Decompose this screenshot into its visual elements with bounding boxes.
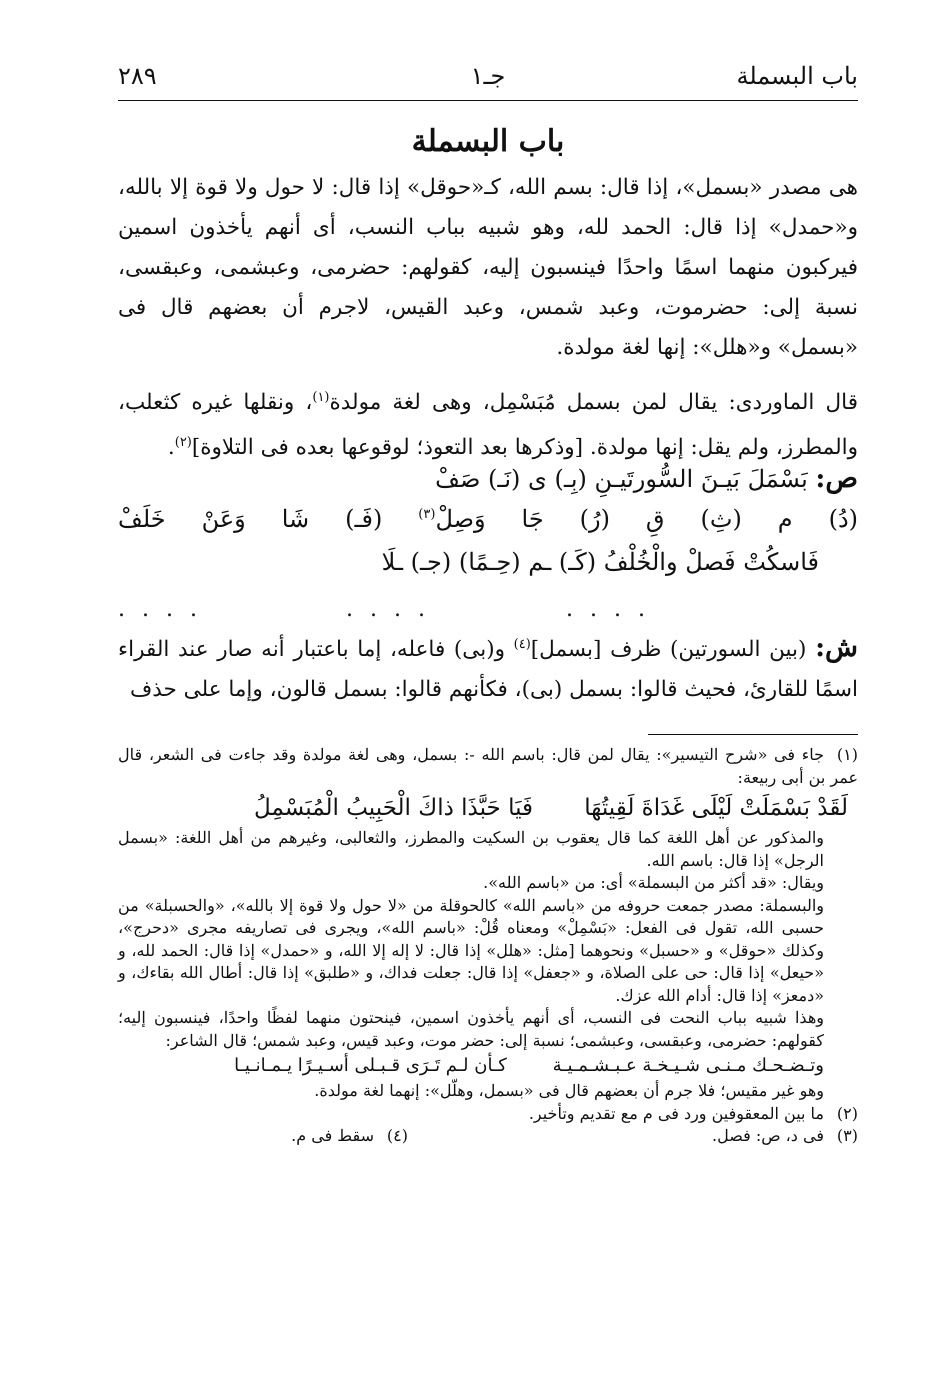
ellipsis-2: . . . .: [346, 597, 430, 622]
mawardi-text-1: قال الماوردى: يقال لمن بسمل مُبَسْمِل، وهى لغة مولدة: [329, 390, 859, 416]
ellipsis-row: [118, 597, 858, 627]
sharh-text-b: و(بى) فاعله، إما باعتبار أنه صار عند القراء اسمًا للقارئ، فحيث قالوا: بسمل (بى)، فكأنهم قالوا: بسمل قالون، وإما على حذف: [118, 637, 858, 703]
footnote-1-p6: وهو غير مقيس؛ فلا جرم أن بعضهم قال فى «بسمل، وهلّل»: إنهما لغة مولدة.: [314, 1081, 824, 1100]
sharh-text-a: (بين السورتين) ظرف [بسمل]: [530, 637, 807, 663]
footnote-3-text: فى د، ص: فصل.: [712, 1126, 824, 1145]
header-volume: جـ۱: [470, 62, 506, 90]
footnote-2-text: ما بين المعقوفين ورد فى م مع تقديم وتأخير.: [528, 1103, 824, 1123]
mawardi-text-3: .: [167, 435, 175, 461]
sharh-paragraph: [118, 625, 858, 710]
paragraph-intro: هى مصدر «بسمل»، إذا قال: بسم الله، كـ«حوقل» إذا قال: لا حول ولا قوة إلا بالله، و«حمدل» إذا قال: الحمد لله، وهو شبيه بباب النسب، أى أنهم يأخذون اسمين فيركبون منهما اسمًا واحدًا فينسبون إليه، كقولهم: حضرمى، وعبشمى، وعبقسى، نسبة إلى: حضرموت، وعبد شمس، وعبد القيس، لاجرم أن بعضهم قال فى «بسمل» و«هلل»: إنها لغة مولدة.: [118, 175, 858, 360]
footnote-2-number: (٢): [836, 1103, 858, 1123]
header-divider: [118, 100, 858, 101]
footnote-1-p3: ويقال: «قد أكثر من البسملة» أى: من «باسم الله».: [483, 873, 824, 892]
footnote-1-p2: والمذكور عن أهل اللغة كما قال يعقوب بن السكيت والمطرز، والثعالبى، وغيرهم من أهل اللغة: «بسمل الرجل» إذا قال: باسم الله.: [118, 828, 824, 870]
poem-line-2-text-a: (دُ) م (ثِ) قِ (رُ) جَا وَصِلْ: [435, 505, 858, 533]
poem-line-2: [118, 505, 858, 533]
ellipsis-3: . . . .: [566, 597, 650, 622]
verse-2-hemistich-a: وتـضـحـك مـنـى شـيـخـة عـبـشـمـيـة: [552, 1055, 824, 1076]
footnote-3-number: (٣): [836, 1126, 858, 1145]
footnote-1-p5: وهذا شبيه بباب النحت فى النسب، أى أنهم يأخذون اسمين، فينحتون منهما لفظًا واحدًا، فينسبون إليه؛ كقولهم: حضرمى، وعبقسى، وعبشمى؛ نسبة إلى: حضر موت، وعبد قيس، وعبد شمس؛ قال الشاعر:: [118, 1008, 824, 1050]
footnote-verse-2: [118, 1052, 858, 1080]
footnote-ref-3: (٣): [418, 507, 436, 522]
mawardi-text-2: ، ونقلها غيره كثعلب، والمطرز، ولم يقل: إنها مولدة. [وذكرها بعد التعوذ؛ لوقوعها بعده فى التلاوة]: [118, 390, 858, 461]
footnote-4-number: (٤): [386, 1126, 408, 1145]
footnote-3: [712, 1125, 858, 1148]
footnote-ref-4: (٤): [513, 637, 531, 652]
footnote-divider: [648, 734, 858, 735]
footnote-1-p4: والبسملة: مصدر جمعت حروفه من «باسم الله» كالحوقلة من «لا حول ولا قوة إلا بالله»، «والحسبلة» من حسبى الله، تقول فى الفعل: «بَسْمِلْ» ومعناه قُلْ: «باسم الله»، ويجرى فى تصاريفه مجرى «دحرج»، وكذلك «حوقل» و «حسبل» ونحوهما [مثل: «هلل» إذا قال: لا إله إلا الله، و «حمدل» إذا قال: الحمد لله، و «حيعل» إذا قال: حى على الصلاة، و «جعفل» إذا قال: جعلت فداك، و «طلبق» إذا قال: أطال الله بقاءك، و «دمعز» إذا قال: أدام الله عزك.: [118, 895, 824, 1005]
running-header: [118, 58, 858, 98]
verse-1-hemistich-a: لَقَدْ بَسْمَلَتْ لَيْلَى غَدَاةَ لَقِيتُهَا: [584, 795, 848, 821]
footnote-ref-1: (١): [312, 390, 330, 405]
poem-line-3: فَاسكُتْ فَصلْ والْخُلْفُ (كَـ) ـم (حِـمًا) (جـ) ـلَا: [381, 548, 819, 576]
footnote-verse-1: [118, 789, 858, 827]
sad-marker: ص:: [815, 463, 858, 494]
footnote-1-intro-text: جاء فى «شرح التيسير»: يقال لمن قال: باسم الله -: بسمل، وهى لغة مولدة وقد جاءت فى الشعر، قال عمر بن أبى ربيعة:: [118, 745, 858, 787]
header-chapter-title: باب البسملة: [736, 62, 858, 90]
poem-line-1: [118, 463, 858, 494]
chapter-title: باب البسملة: [411, 124, 565, 159]
footnote-1-intro: [118, 744, 858, 789]
shin-marker: ش:: [815, 632, 858, 664]
ellipsis-1: . . . .: [118, 597, 202, 622]
footnotes-3-4-row: [118, 1125, 858, 1149]
verse-2-hemistich-b: كـأن لـم تَـرَى قـبـلى أسـيـرًا يـمـانـيـا: [234, 1055, 507, 1076]
poem-line-2-text-b: (فَـ) شَا وَعَنْ خَلَفْ: [118, 505, 383, 533]
footnote-ref-2: (٢): [174, 435, 192, 451]
footnote-4: [291, 1125, 408, 1148]
verse-1-hemistich-b: فَيَا حَبَّذَا ذاكَ الْحَبِيبُ الْمُبَسْمِلُ: [254, 795, 534, 821]
footnotes: [118, 744, 858, 1149]
footnote-4-text: سقط فى م.: [291, 1126, 374, 1145]
paragraph-mawardi: [118, 378, 858, 468]
page-number: ٢٨٩: [118, 62, 157, 90]
main-text: [118, 168, 858, 468]
poem-line-1-text: بَسْمَلَ بَيـنَ السُّورتَيـنِ (بِـ) ى (نَـ) صَفْ: [435, 465, 808, 493]
footnote-1-number: (١): [836, 745, 858, 764]
footnote-2: [118, 1103, 858, 1126]
